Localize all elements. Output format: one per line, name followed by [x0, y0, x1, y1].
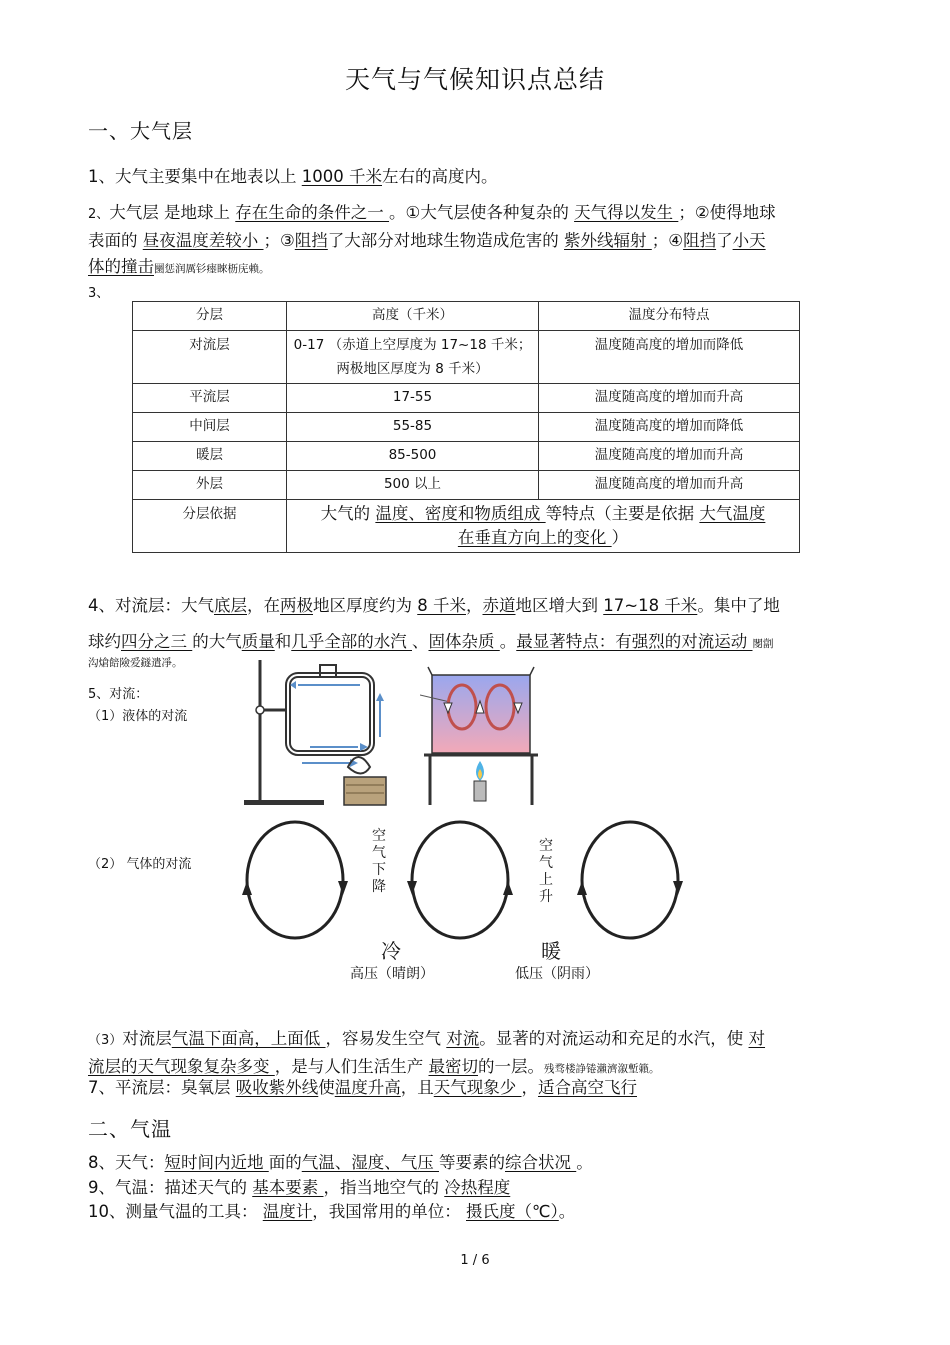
text: 左右的高度内。 [382, 167, 498, 186]
blank-answer: 质量 [241, 632, 275, 651]
page-title: 天气与气候知识点总结 [344, 65, 605, 94]
blank-answer: 温度计 [262, 1202, 313, 1221]
text: 球约 [88, 632, 121, 651]
table-cell: 55-85 [287, 413, 539, 442]
blank-answer: 摄氏度（℃） [466, 1202, 559, 1221]
text: 。集中了地 [697, 596, 780, 615]
blank-answer: 综合状况 [505, 1153, 577, 1172]
blank-answer: 短时间内近地 [164, 1153, 269, 1172]
blank-answer: 固体杂质 [428, 632, 500, 651]
text: 1、大气主要集中在地表以上 [88, 167, 302, 186]
text: 7、平流层：臭氧层 [88, 1078, 236, 1097]
convection-loop-middle [412, 822, 508, 938]
paragraph-8 [88, 1150, 593, 1176]
blank-answer: 气温、湿度、气压 [301, 1153, 439, 1172]
blank-answer: 1000 千米 [301, 167, 382, 186]
blank-answer: 两极 [280, 596, 313, 615]
table-header: 温度分布特点 [539, 302, 800, 331]
text: 。显著的对流运动和充足的水汽，使 [479, 1029, 749, 1048]
text: 。①大气层使各种复杂的 [389, 203, 575, 222]
table-header-row [133, 302, 800, 331]
table-cell: 平流层 [133, 384, 287, 413]
table-cell: 外层 [133, 471, 287, 500]
table-cell: 暖层 [133, 442, 287, 471]
blank-answer: 冷热程度 [444, 1178, 511, 1197]
text: 面的 [268, 1153, 302, 1172]
blank-answer: 在垂直方向上的变化 [457, 528, 612, 547]
blank-answer: 存在生命的条件之一 [235, 203, 390, 222]
table-row [133, 442, 800, 471]
gas-convection-figure [240, 815, 690, 945]
text: 8、天气： [88, 1153, 165, 1172]
paragraph-4 [88, 588, 780, 662]
table-cell: 中间层 [133, 413, 287, 442]
noise-text-line: 沟熗餢險爱鐩遣凈。 [88, 657, 183, 669]
blank-answer: 四分之三 [121, 632, 193, 651]
item-3-label: 3、 [88, 286, 110, 301]
blank-answer: 赤道 [482, 596, 516, 615]
air-descending-label: 空气下降 [372, 828, 386, 895]
blank-answer: 气温下面高，上面低 [171, 1029, 326, 1048]
text: ，且 [400, 1078, 434, 1097]
paragraph-7 [88, 1075, 637, 1101]
text: 地区厚度约为 [313, 596, 418, 615]
text: ，我国常用的单位： [312, 1202, 466, 1221]
text: 10、测量气温的工具： [88, 1202, 263, 1221]
text: ，容易发生空气 [325, 1029, 447, 1048]
blank-answer: 体的撞击 [88, 257, 154, 276]
high-pressure-label: 高压（晴朗） [350, 966, 434, 982]
blank-answer: 最显著特点：有强烈的对流运动 [516, 632, 753, 651]
blank-answer: 温度升高 [334, 1078, 401, 1097]
blank-answer: 对流 [446, 1029, 480, 1048]
liquid-convection-apparatus-figure [240, 655, 415, 810]
blank-answer: 几乎全部的水汽 [291, 632, 412, 651]
paragraph-2 [88, 200, 776, 282]
paragraph-1 [88, 164, 498, 190]
text: 了 [716, 231, 733, 250]
table-row [133, 413, 800, 442]
blank-answer: 基本要素 [252, 1178, 324, 1197]
blank-answer: 昼夜温度差较小 [142, 231, 264, 250]
page-number: 1 / 6 [460, 1253, 490, 1268]
table-cell: 17-55 [287, 384, 539, 413]
gas-convection-label: （2） 气体的对流 [88, 857, 192, 872]
table-cell: 500 以上 [287, 471, 539, 500]
item-number: （3） [88, 1033, 123, 1048]
blank-answer: 底层 [214, 596, 247, 615]
noise-text: 閿劏 [752, 638, 774, 650]
item-number: 2、 [88, 207, 110, 222]
text: ） [611, 528, 629, 547]
text: ，是与人们生活生产 [274, 1057, 429, 1076]
paragraph-9 [88, 1175, 510, 1201]
blank-answer: 17~18 千米 [603, 596, 698, 615]
blank-answer: 对 [748, 1029, 766, 1048]
table-cell: 85-500 [287, 442, 539, 471]
paragraph-6 [88, 1026, 765, 1082]
table-row [133, 331, 800, 384]
text: ，指当地空气的 [323, 1178, 445, 1197]
table-cell: 温度随高度的增加而降低 [539, 413, 800, 442]
table-cell: 0-17 （赤道上空厚度为 17~18 千米；两极地区厚度为 8 千米） [287, 331, 539, 384]
text: 。 [576, 1153, 593, 1172]
table-cell: 温度随高度的增加而降低 [539, 331, 800, 384]
table-row-basis [133, 500, 800, 553]
blank-answer: 流层的天气现象复杂多变 [88, 1057, 275, 1076]
blank-answer: 紫外线辐射 [564, 231, 652, 250]
text: ， [466, 596, 483, 615]
blank-answer: 8 千米 [417, 596, 466, 615]
blank-answer: 大气温度 [699, 504, 766, 523]
text: ；④ [651, 231, 684, 250]
text: ；③ [263, 231, 295, 250]
text: 使 [318, 1078, 335, 1097]
text: 大气的 [320, 504, 376, 523]
text: 表面的 [88, 231, 143, 250]
text: 了大部分对地球生物造成危害的 [327, 231, 565, 250]
text: 的一层。 [478, 1057, 544, 1076]
blank-answer: 适合高空飞行 [538, 1078, 637, 1097]
section-heading-temperature: 二、气温 [88, 1117, 172, 1141]
text: ，在 [247, 596, 280, 615]
text: 大气层 是地球上 [109, 203, 236, 222]
beaker-convection-figure [420, 655, 540, 810]
convection-loop-left [247, 822, 343, 938]
blank-answer: 吸收紫外线 [235, 1078, 319, 1097]
air-ascending-label: 空气上升 [539, 838, 553, 905]
item-5-label: 5、对流： [88, 687, 149, 702]
section-heading-atmosphere: 一、大气层 [88, 119, 193, 143]
text: 。 [499, 632, 517, 651]
cold-label: 冷 [381, 939, 401, 963]
text: 9、气温：描述天气的 [88, 1178, 253, 1197]
table-cell: 温度随高度的增加而升高 [539, 471, 800, 500]
convection-loop-right [582, 822, 678, 938]
text: 。 [558, 1202, 576, 1221]
text: 等特点（主要是依据 [545, 504, 700, 523]
blank-answer: 阻挡 [683, 231, 717, 250]
blank-answer: 小天 [732, 231, 766, 250]
text: 地区增大到 [515, 596, 604, 615]
text: 等要素的 [439, 1153, 505, 1172]
warm-label: 暖 [541, 939, 561, 963]
paragraph-10 [88, 1199, 575, 1225]
table-cell: 分层依据 [133, 500, 287, 553]
table-cell: 温度随高度的增加而升高 [539, 442, 800, 471]
noise-text: 残骛楼諍锩瀨濟溆塹籟。 [544, 1063, 660, 1075]
text: 对流层 [122, 1029, 172, 1048]
text: ， [521, 1078, 538, 1097]
blank-answer: 最密切 [428, 1057, 478, 1076]
text: 的大气 [192, 632, 242, 651]
noise-text: 圞惩润厲钐瘗睞枥庑赖。 [154, 263, 270, 275]
table-header: 高度（千米） [287, 302, 539, 331]
blank-answer: 阻挡 [294, 231, 328, 250]
low-pressure-label: 低压（阴雨） [515, 966, 599, 982]
blank-answer: 天气现象少 [433, 1078, 522, 1097]
table-row [133, 384, 800, 413]
table-cell: 对流层 [133, 331, 287, 384]
blank-answer: 温度、密度和物质组成 [375, 504, 546, 523]
text: 、 [412, 632, 429, 651]
text: 4、对流层：大气 [88, 596, 214, 615]
table-header: 分层 [133, 302, 287, 331]
table-cell-basis [287, 500, 800, 553]
table-cell: 温度随高度的增加而升高 [539, 384, 800, 413]
liquid-convection-label: （1）液体的对流 [88, 709, 188, 724]
text: 和 [274, 632, 292, 651]
table-row [133, 471, 800, 500]
text: ；②使得地球 [678, 203, 776, 222]
blank-answer: 天气得以发生 [574, 203, 679, 222]
atmosphere-layers-table [132, 301, 800, 553]
